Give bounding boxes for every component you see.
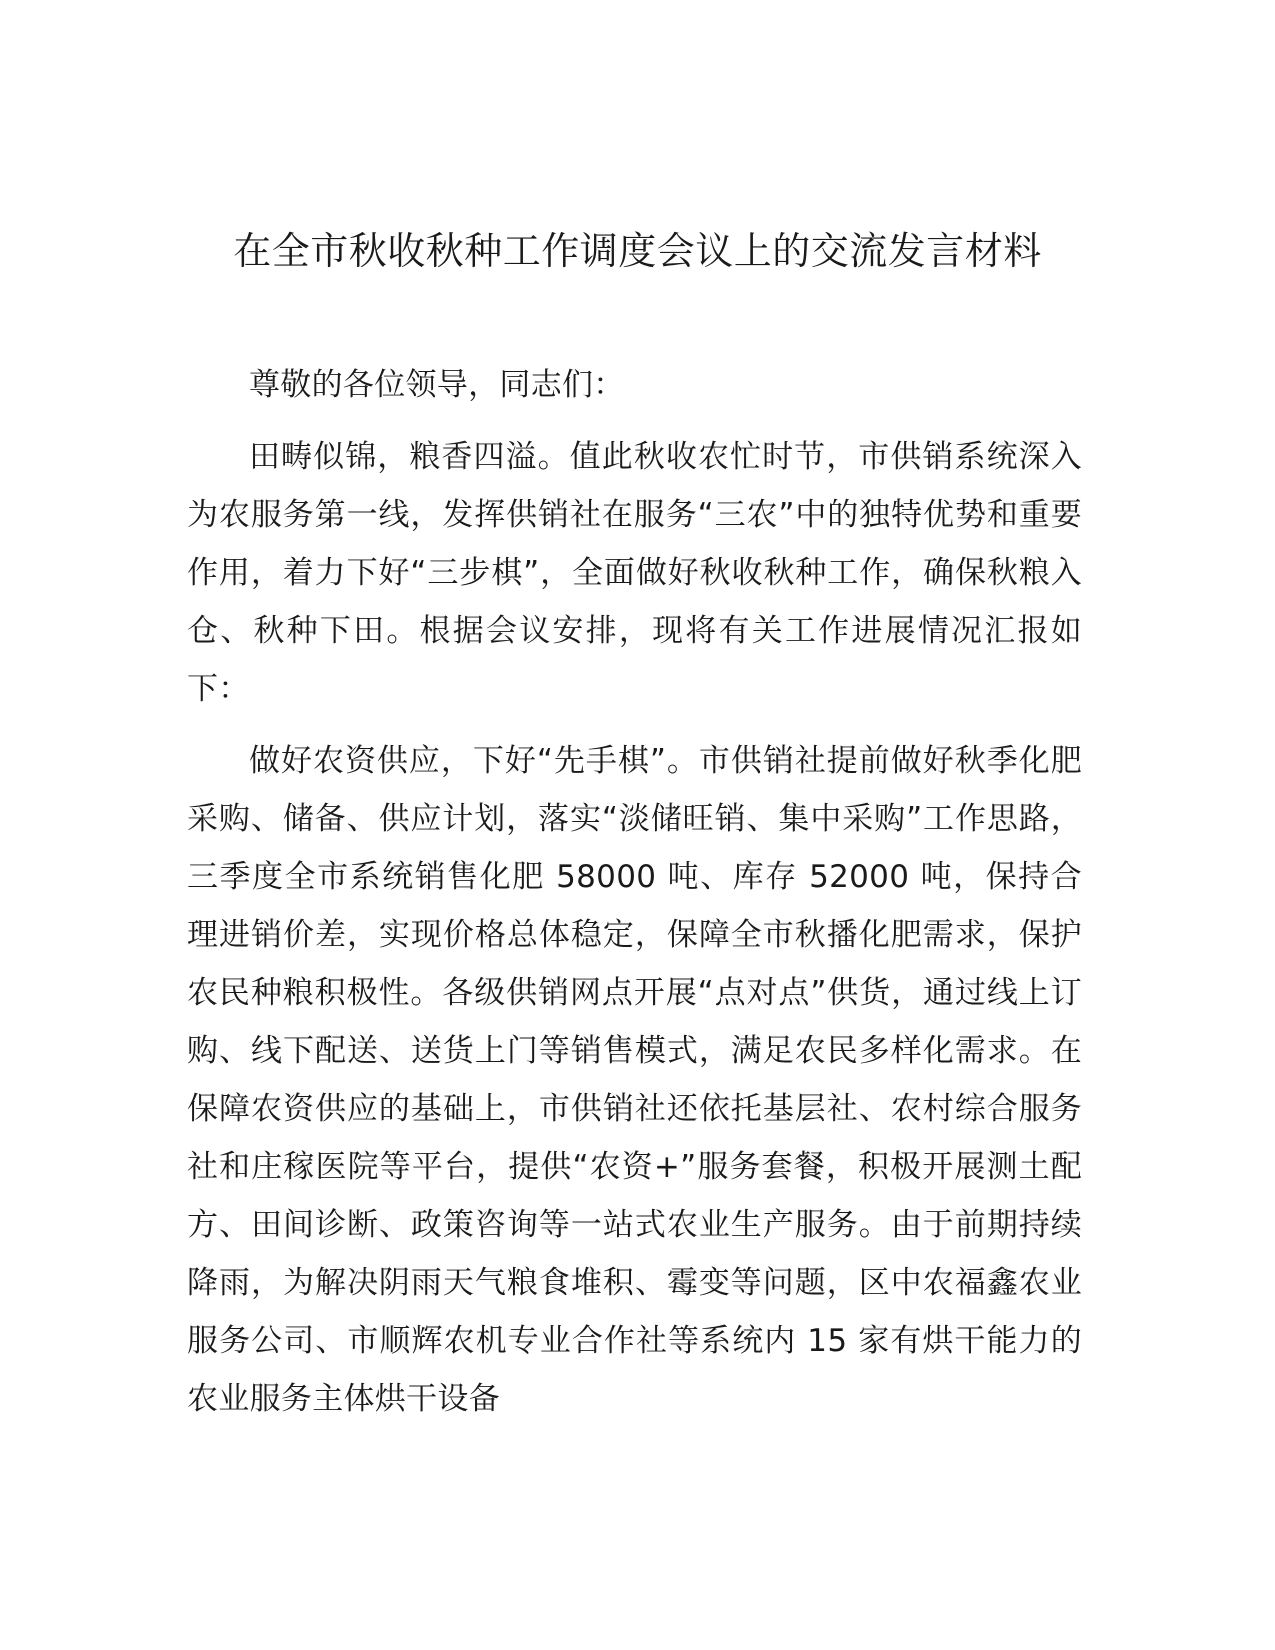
greeting: 尊敬的各位领导，同志们： [249, 367, 625, 403]
document-title: 在全市秋收秋种工作调度会议上的交流发言材料 [233, 229, 1042, 273]
paragraph-supply: 做好农资供应，下好“先手棋”。市供销社提前做好秋季化肥采购、储备、供应计划，落实“淡储旺销、集中采购”工作思路，三季度全市系统销售化肥 58000 吨、库存 52000 吨，保持合理进销价差，实现价格总体稳定，保障全市秋播化肥需求，保护农民种粮积极性。各级供销网点开展“点对点”供货，通过线上订购、线下配送、送货上门等销售模式，满足农民多样化需求。在保障农资供应的基础上，市供销社还依托基层社、农村综合服务社和庄稼医院等平台，提供“农资+”服务套餐，积极开展测土配方、田间诊断、政策咨询等一站式农业生产服务。由于前期持续降雨，为解决阴雨天气粮食堆积、霉变等问题，区中农福鑫农业服务公司、市顺辉农机专业合作社等系统内 15 家有烘干能力的农业服务主体烘干设备 [187, 743, 1082, 1417]
paragraph-intro: 田畴似锦，粮香四溢。值此秋收农忙时节，市供销系统深入为农服务第一线，发挥供销社在服务“三农”中的独特优势和重要作用，着力下好“三步棋”，全面做好秋收秋种工作，确保秋粮入仓、秋种下田。根据会议安排，现将有关工作进展情况汇报如下： [187, 439, 1082, 707]
